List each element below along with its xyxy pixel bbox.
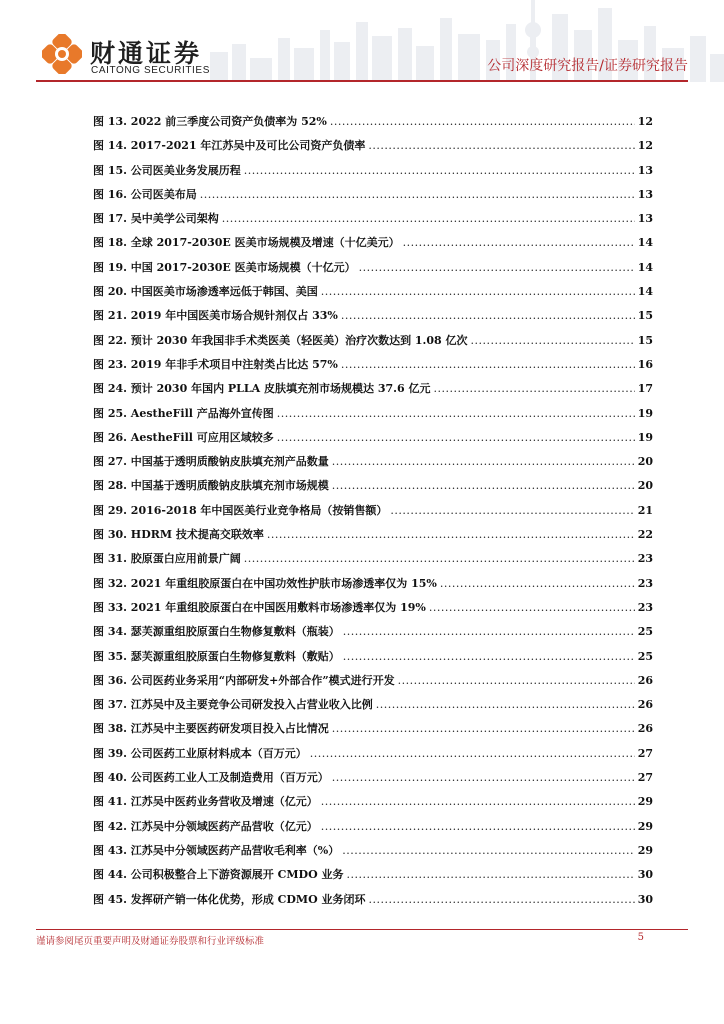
toc-dot-leader [433,382,634,395]
toc-entry-page: 25 [637,649,653,663]
toc-dot-leader [244,164,635,177]
toc-entry[interactable] [93,526,653,550]
footer-divider [36,929,688,930]
toc-entry-page: 19 [637,430,653,444]
toc-entry-label: 图 37. 江苏吴中及主要竞争公司研发投入占营业收入比例 [93,698,373,712]
toc-dot-leader [321,795,635,808]
toc-entry-label: 图 19. 中国 2017-2030E 医美市场规模（十亿元） [93,260,356,274]
toc-entry[interactable] [93,356,653,380]
toc-dot-leader [440,577,635,590]
toc-entry-page: 26 [637,673,653,687]
toc-entry[interactable] [93,599,653,623]
toc-entry-page: 15 [637,333,653,347]
toc-entry-page: 15 [637,309,653,323]
toc-dot-leader [343,625,635,638]
toc-entry-page: 12 [637,139,653,153]
toc-entry-page: 27 [637,746,653,760]
toc-entry-label: 图 38. 江苏吴中主要医药研发项目投入占比情况 [93,722,329,736]
toc-entry-label: 图 45. 发挥研产销一体化优势，形成 CDMO 业务闭环 [93,892,366,906]
toc-entry-label: 图 39. 公司医药工业原材料成本（百万元） [93,746,307,760]
toc-entry[interactable] [93,672,653,696]
toc-entry[interactable] [93,550,653,574]
toc-entry-label: 图 43. 江苏吴中分领域医药产品营收毛利率（%） [93,843,340,857]
toc-entry-label: 图 13. 2022 前三季度公司资产负债率为 52% [93,115,327,128]
toc-dot-leader [398,674,635,687]
caitong-logo-icon [42,34,82,74]
toc-entry[interactable] [93,210,653,234]
toc-dot-leader [403,236,635,249]
toc-entry-label: 图 35. 瑟芙源重组胶原蛋白生物修复敷料（敷贴） [93,649,340,663]
toc-entry[interactable] [93,283,653,307]
toc-entry-label: 图 29. 2016-2018 年中国医美行业竞争格局（按销售额） [93,503,388,517]
toc-entry-page: 25 [637,625,653,639]
toc-entry[interactable] [93,696,653,720]
toc-entry-page: 17 [637,382,653,396]
brand-name-en: CAITONG SECURITIES [91,65,210,76]
toc-dot-leader [341,309,635,322]
toc-entry-page: 19 [637,406,653,420]
toc-entry-label: 图 42. 江苏吴中分领域医药产品营收（亿元） [93,819,318,833]
toc-entry-label: 图 32. 2021 年重组胶原蛋白在中国功效性护肤市场渗透率仅为 15% [93,576,437,590]
toc-entry-label: 图 15. 公司医美业务发展历程 [93,163,241,177]
toc-dot-leader [347,868,635,881]
toc-entry-label: 图 33. 2021 年重组胶原蛋白在中国医用敷料市场渗透率仅为 19% [93,600,426,614]
toc-entry-label: 图 18. 全球 2017-2030E 医美市场规模及增速（十亿美元） [93,236,400,250]
toc-entry-page: 14 [637,236,653,250]
toc-entry[interactable] [93,720,653,744]
toc-entry-page: 29 [637,795,653,809]
toc-entry-page: 13 [637,212,653,226]
toc-entry-page: 23 [637,576,653,590]
toc-entry[interactable] [93,453,653,477]
toc-entry-page: 14 [637,260,653,274]
toc-entry[interactable] [93,429,653,453]
toc-entry-label: 图 17. 吴中美学公司架构 [93,212,219,226]
toc-entry-label: 图 16. 公司医美布局 [93,187,197,201]
toc-dot-leader [376,698,635,711]
toc-entry-page: 26 [637,722,653,736]
toc-entry-label: 图 20. 中国医美市场渗透率远低于韩国、美国 [93,285,318,299]
toc-entry[interactable] [93,234,653,258]
toc-entry-label: 图 30. HDRM 技术提高交联效率 [93,528,264,542]
toc-entry-label: 图 22. 预计 2030 年我国非手术类医美（轻医美）治疗次数达到 1.08 亿次 [93,333,468,347]
toc-entry[interactable] [93,477,653,501]
toc-entry[interactable] [93,891,653,915]
toc-entry[interactable] [93,745,653,769]
toc-dot-leader [200,188,635,201]
toc-entry-page: 16 [637,357,653,371]
toc-entry-label: 图 27. 中国基于透明质酸钠皮肤填充剂产品数量 [93,455,329,469]
toc-dot-leader [429,601,635,614]
report-type-label: 公司深度研究报告/证券研究报告 [487,58,688,74]
toc-entry-page: 27 [637,771,653,785]
toc-entry-page: 13 [637,163,653,177]
toc-entry[interactable] [93,623,653,647]
toc-dot-leader [321,820,635,833]
toc-entry[interactable] [93,380,653,404]
toc-entry-label: 图 26. AestheFill 可应用区域较多 [93,430,274,444]
toc-dot-leader [342,844,634,857]
toc-entry-page: 23 [637,552,653,566]
toc-entry[interactable] [93,137,653,161]
toc-dot-leader [277,431,635,444]
toc-entry-label: 图 28. 中国基于透明质酸钠皮肤填充剂市场规模 [93,479,329,493]
toc-dot-leader [267,528,635,541]
toc-entry-label: 图 34. 瑟芙源重组胶原蛋白生物修复敷料（瓶装） [93,625,340,639]
toc-dot-leader [244,552,635,565]
toc-entry-page: 23 [637,600,653,614]
toc-entry[interactable] [93,793,653,817]
toc-entry[interactable] [93,332,653,356]
toc-entry-page: 29 [637,819,653,833]
toc-dot-leader [390,504,634,517]
page-header [0,0,724,90]
toc-entry[interactable] [93,502,653,526]
toc-dot-leader [332,479,635,492]
toc-dot-leader [343,650,635,663]
figure-index-list [93,113,653,915]
toc-dot-leader [321,285,635,298]
toc-entry[interactable] [93,186,653,210]
toc-dot-leader [332,722,635,735]
toc-entry-page: 12 [637,115,653,128]
footer-disclaimer: 谨请参阅尾页重要声明及财通证券股票和行业评级标准 [36,936,265,947]
toc-dot-leader [277,407,635,420]
brand-name-cn: 财通证券 [90,39,203,68]
toc-entry-page: 30 [637,892,653,906]
toc-dot-leader [471,334,635,347]
toc-entry-page: 29 [637,843,653,857]
toc-entry-label: 图 44. 公司积极整合上下游资源展开 CMDO 业务 [93,868,344,882]
toc-entry-page: 14 [637,285,653,299]
toc-entry-page: 20 [637,479,653,493]
toc-dot-leader [332,771,635,784]
toc-entry[interactable] [93,769,653,793]
toc-dot-leader [359,261,635,274]
toc-entry[interactable] [93,259,653,283]
header-divider [36,80,688,82]
toc-entry-label: 图 21. 2019 年中国医美市场合规针剂仅占 33% [93,309,338,323]
toc-dot-leader [310,747,635,760]
toc-dot-leader [332,455,635,468]
toc-entry[interactable] [93,648,653,672]
toc-dot-leader [222,212,635,225]
toc-entry-label: 图 14. 2017-2021 年江苏吴中及可比公司资产负债率 [93,139,366,153]
toc-entry-page: 26 [637,698,653,712]
toc-dot-leader [369,893,635,906]
toc-dot-leader [341,358,635,371]
toc-entry-label: 图 36. 公司医药业务采用“内部研发+外部合作”模式进行开发 [93,673,395,687]
toc-entry[interactable] [93,866,653,890]
toc-entry-page: 30 [637,868,653,882]
toc-entry[interactable] [93,575,653,599]
toc-entry-label: 图 25. AestheFill 产品海外宣传图 [93,406,274,420]
toc-entry-label: 图 41. 江苏吴中医药业务营收及增速（亿元） [93,795,318,809]
toc-dot-leader [330,115,635,128]
toc-entry-page: 21 [637,503,653,517]
toc-entry[interactable] [93,113,653,137]
toc-entry-page: 22 [637,528,653,542]
toc-dot-leader [368,139,634,152]
toc-entry-page: 13 [637,187,653,201]
toc-entry[interactable] [93,162,653,186]
page-number: 5 [637,932,644,943]
toc-entry-label: 图 24. 预计 2030 年国内 PLLA 皮肤填充剂市场规模达 37.6 亿元 [93,382,431,396]
toc-entry[interactable] [93,842,653,866]
toc-entry-label: 图 31. 胶原蛋白应用前景广阔 [93,552,241,566]
toc-entry-label: 图 23. 2019 年非手术项目中注射类占比达 57% [93,357,338,371]
toc-entry-page: 20 [637,455,653,469]
toc-entry[interactable] [93,405,653,429]
toc-entry[interactable] [93,307,653,331]
toc-entry-label: 图 40. 公司医药工业人工及制造费用（百万元） [93,771,329,785]
toc-entry[interactable] [93,818,653,842]
